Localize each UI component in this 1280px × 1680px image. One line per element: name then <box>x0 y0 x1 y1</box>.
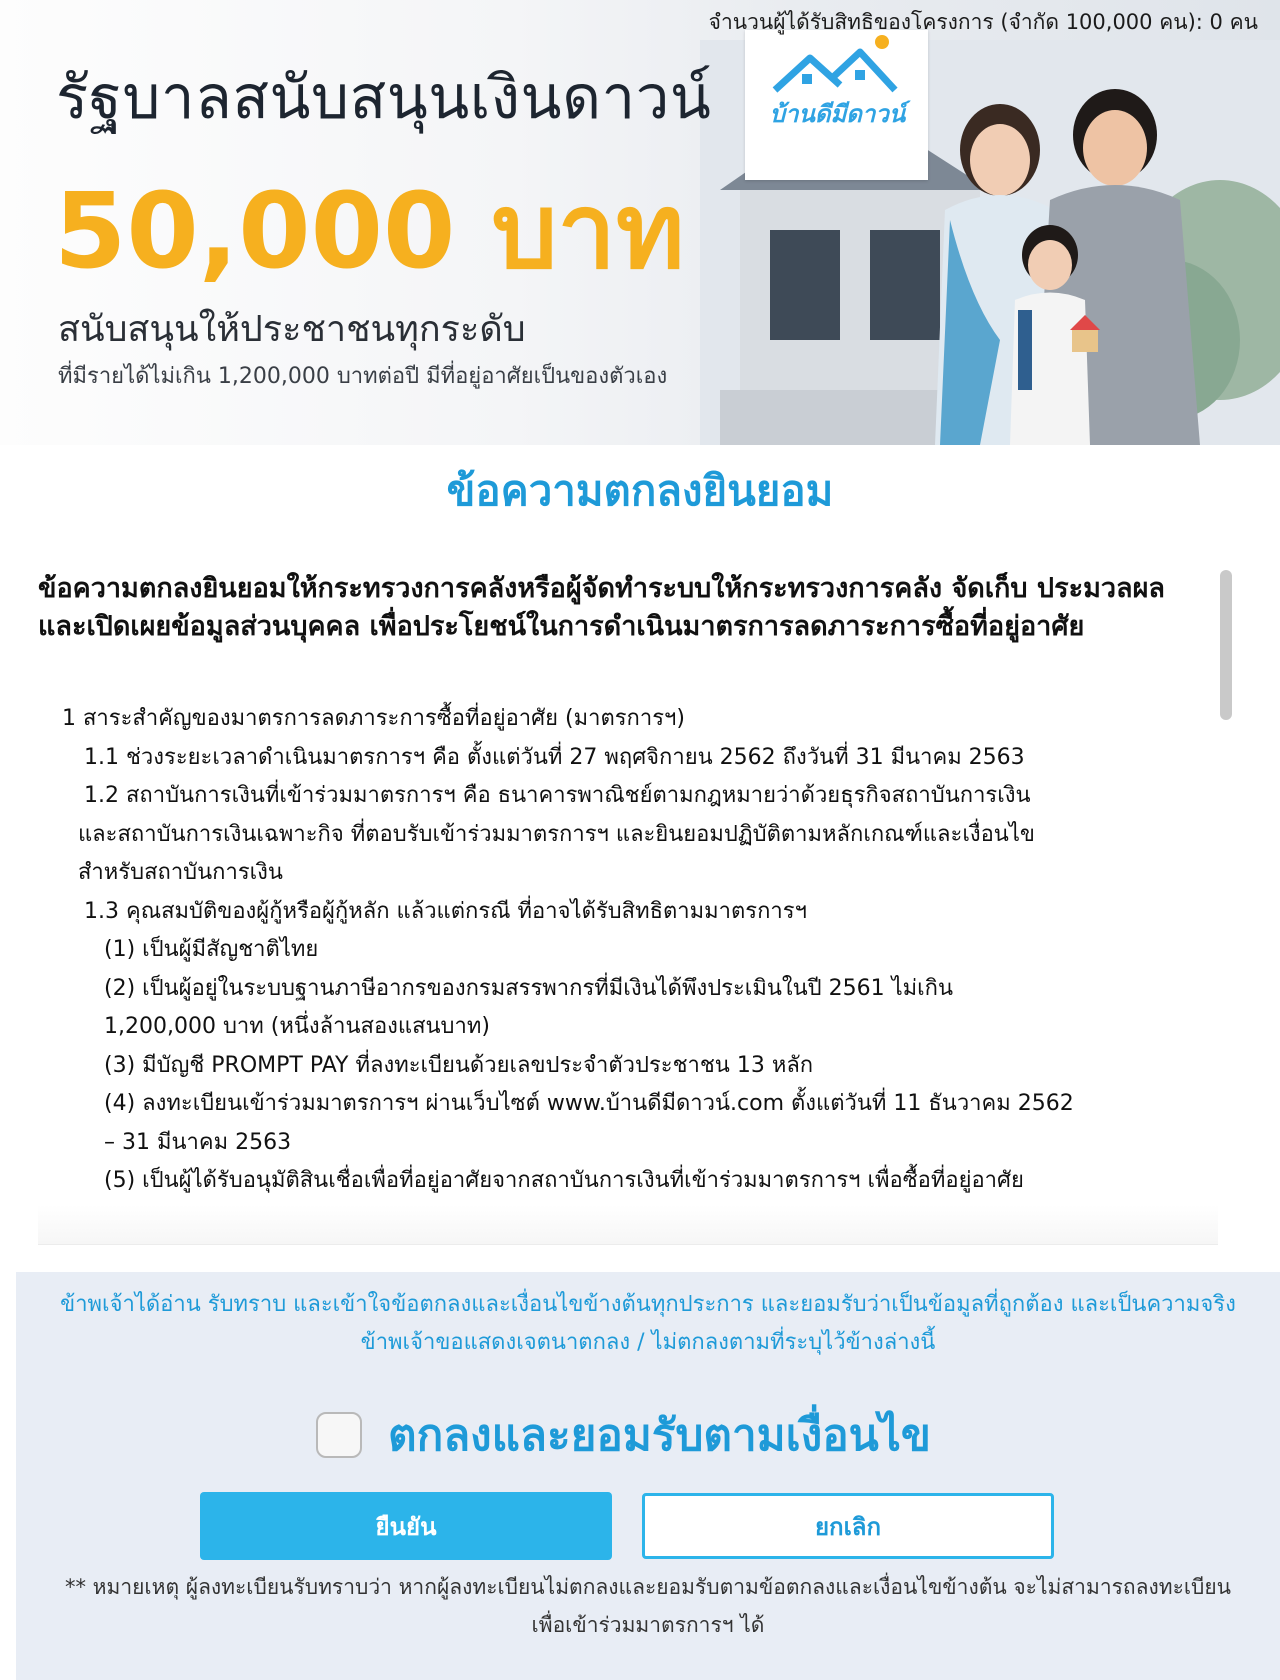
hero-subtitle-detail: ที่มีรายได้ไม่เกิน 1,200,000 บาทต่อปี มีที่อยู่อาศัยเป็นของตัวเอง <box>58 364 668 389</box>
remark-note: ** หมายเหตุ ผู้ลงทะเบียนรับทราบว่า หากผู้ลงทะเบียนไม่ตกลงและยอมรับตามข้อตกลงและเงื่อนไขข้างต้น จะไม่สามารถลงทะเบียนเพื่อเข้าร่วมมาตรการฯ ได้ <box>64 1575 1232 1637</box>
cancel-button[interactable]: ยกเลิก <box>642 1493 1054 1559</box>
hero-banner <box>0 0 1280 445</box>
terms-line: 1.2 สถาบันการเงินที่เข้าร่วมมาตรการฯ คือ ธนาคารพาณิชย์ตามกฎหมายว่าด้วยธุรกิจสถาบันการเงิน <box>84 783 1031 808</box>
consent-panel <box>16 1272 1280 1680</box>
hero-amount: 50,000 บาท <box>54 170 685 292</box>
terms-line: (5) เป็นผู้ได้รับอนุมัติสินเชื่อเพื่อที่อยู่อาศัยจากสถาบันการเงินที่เข้าร่วมมาตรการฯ เพื่อซื้อที่อยู่อาศัย <box>104 1168 1024 1193</box>
terms-line: (2) เป็นผู้อยู่ในระบบฐานภาษีอากรของกรมสรรพากรที่มีเงินได้พึงประเมินในปี 2561 ไม่เกิน <box>104 975 954 1001</box>
terms-line: (1) เป็นผู้มีสัญชาติไทย <box>104 937 319 962</box>
hero-subtitle: สนับสนุนให้ประชาชนทุกระดับ <box>58 309 526 350</box>
agree-label[interactable]: ตกลงและยอมรับตามเงื่อนไข <box>388 1410 931 1461</box>
logo-text: บ้านดีมีดาวน์ <box>769 100 906 128</box>
agree-checkbox-row[interactable] <box>316 1400 931 1470</box>
confirm-button[interactable]: ยืนยัน <box>200 1492 612 1560</box>
logo <box>745 30 928 180</box>
terms-line: 1.3 คุณสมบัติของผู้กู้หรือผู้กู้หลัก แล้วแต่กรณี ที่อาจได้รับสิทธิตามมาตรการฯ <box>84 898 807 924</box>
terms-heading: ข้อความตกลงยินยอมให้กระทรวงการคลังหรือผู้จัดทำระบบให้กระทรวงการคลัง จัดเก็บ ประมวลผล และเปิดเผยข้อมูลส่วนบุคคล เพื่อประโยชน์ในการดำเนินมาตรการลดภาระการซื้อที่อยู่อาศัย <box>38 573 1165 642</box>
terms-scrollbar-thumb[interactable] <box>1220 570 1232 720</box>
agree-checkbox[interactable] <box>316 1412 362 1458</box>
terms-line: – 31 มีนาคม 2563 <box>104 1129 292 1155</box>
consent-note: ข้าพเจ้าได้อ่าน รับทราบ และเข้าใจข้อตกลงและเงื่อนไขข้างต้นทุกประการ และยอมรับว่าเป็นข้อมูลที่ถูกต้อง และเป็นความจริง ข้าพเจ้าขอแสดงเจตนาตกลง / ไม่ตกลงตามที่ระบุไว้ข้างล่างนี้ <box>60 1292 1236 1355</box>
terms-line: สำหรับสถาบันการเงิน <box>78 860 283 885</box>
terms-line: 1,200,000 บาท (หนึ่งล้านสองแสนบาท) <box>104 1014 490 1039</box>
terms-line: 1 สาระสำคัญของมาตรการลดภาระการซื้อที่อยู่อาศัย (มาตรการฯ) <box>62 706 685 731</box>
hero-title: รัฐบาลสนับสนุนเงินดาวน์ <box>56 63 712 133</box>
terms-line: และสถาบันการเงินเฉพาะกิจ ที่ตอบรับเข้าร่วมมาตรการฯ และยินยอมปฏิบัติตามหลักเกณฑ์และเงื่อนไข <box>78 821 1035 847</box>
terms-line: (3) มีบัญชี PROMPT PAY ที่ลงทะเบียนด้วยเลขประจำตัวประชาชน 13 หลัก <box>104 1052 814 1078</box>
terms-line: 1.1 ช่วงระยะเวลาดำเนินมาตรการฯ คือ ตั้งแต่วันที่ 27 พฤศจิกายน 2562 ถึงวันที่ 31 มีนาคม 2563 <box>84 744 1025 770</box>
page-title: ข้อความตกลงยินยอม <box>446 466 834 515</box>
terms-line: (4) ลงทะเบียนเข้าร่วมมาตรการฯ ผ่านเว็บไซต์ www.บ้านดีมีดาวน์.com ตั้งแต่วันที่ 11 ธันวาคม 2562 <box>104 1091 1074 1116</box>
quota-counter: จำนวนผู้ได้รับสิทธิของโครงการ (จำกัด 100,000 คน): 0 คน <box>708 10 1258 34</box>
terms-scroll-panel[interactable] <box>38 562 1238 1217</box>
terms-bottom-edge <box>38 1205 1218 1245</box>
